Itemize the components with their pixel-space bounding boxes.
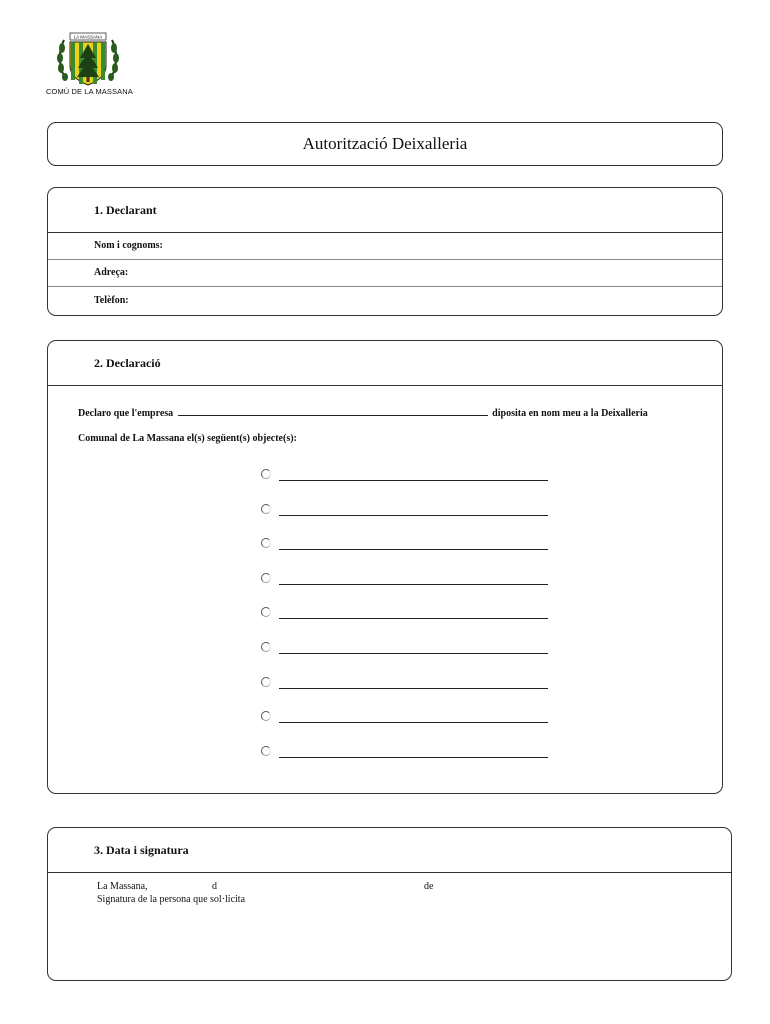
object-blank-field[interactable] — [279, 515, 548, 516]
laurel-left-icon — [57, 40, 68, 81]
signature-area[interactable] — [88, 910, 691, 970]
object-radio[interactable] — [261, 504, 271, 514]
object-blank-field[interactable] — [279, 688, 548, 689]
place-label: La Massana, — [97, 881, 148, 892]
section-signatura — [47, 827, 732, 981]
object-blank-field[interactable] — [279, 618, 548, 619]
object-item — [261, 573, 551, 587]
object-radio[interactable] — [261, 469, 271, 479]
section-title: 2. Declaració — [94, 356, 161, 370]
field-row-name[interactable] — [48, 232, 722, 260]
object-item — [261, 504, 551, 518]
section-declarant — [47, 187, 723, 316]
page-title: Autorització Deixalleria — [302, 134, 468, 153]
field-row-address[interactable] — [48, 259, 722, 287]
section-header — [48, 341, 722, 386]
declaration-suffix: diposita en nom meu a la Deixalleria — [492, 408, 648, 419]
comu-la-massana-logo — [56, 30, 120, 88]
field-row-phone[interactable] — [48, 287, 722, 314]
object-radio[interactable] — [261, 746, 271, 756]
object-item — [261, 538, 551, 552]
title-box — [47, 122, 723, 166]
section-declaracio — [47, 340, 723, 794]
object-blank-field[interactable] — [279, 549, 548, 550]
logo-caption: COMÚ DE LA MASSANA — [46, 87, 133, 96]
object-blank-field[interactable] — [279, 653, 548, 654]
object-radio[interactable] — [261, 538, 271, 548]
section-title: 1. Declarant — [94, 203, 157, 217]
section-title: 3. Data i signatura — [94, 843, 189, 857]
section-header — [48, 828, 731, 873]
signature-label: Signatura de la persona que sol·licita — [97, 894, 246, 905]
section-header — [48, 188, 722, 233]
day-of-label: d — [212, 881, 217, 892]
object-item — [261, 607, 551, 621]
object-item — [261, 677, 551, 691]
object-blank-field[interactable] — [279, 584, 548, 585]
company-blank-field[interactable] — [178, 406, 488, 416]
object-item — [261, 469, 551, 483]
object-item — [261, 642, 551, 656]
month-of-label: de — [424, 881, 434, 892]
object-radio[interactable] — [261, 642, 271, 652]
object-radio[interactable] — [261, 677, 271, 687]
object-item — [261, 711, 551, 725]
svg-text:LA MASSANA: LA MASSANA — [73, 34, 103, 40]
object-blank-field[interactable] — [279, 757, 548, 758]
field-label: Telèfon: — [94, 295, 129, 306]
object-blank-field[interactable] — [279, 480, 548, 481]
field-label: Adreça: — [94, 267, 129, 278]
object-radio[interactable] — [261, 711, 271, 721]
object-radio[interactable] — [261, 607, 271, 617]
object-item — [261, 746, 551, 760]
laurel-right-icon — [108, 40, 119, 81]
declaration-prefix: Declaro que l'empresa — [78, 408, 174, 419]
field-label: Nom i cognoms: — [94, 240, 163, 251]
object-blank-field[interactable] — [279, 722, 548, 723]
declaration-line-2: Comunal de La Massana el(s) següent(s) objecte(s): — [78, 433, 297, 444]
declaration-line-1 — [78, 406, 648, 419]
object-radio[interactable] — [261, 573, 271, 583]
